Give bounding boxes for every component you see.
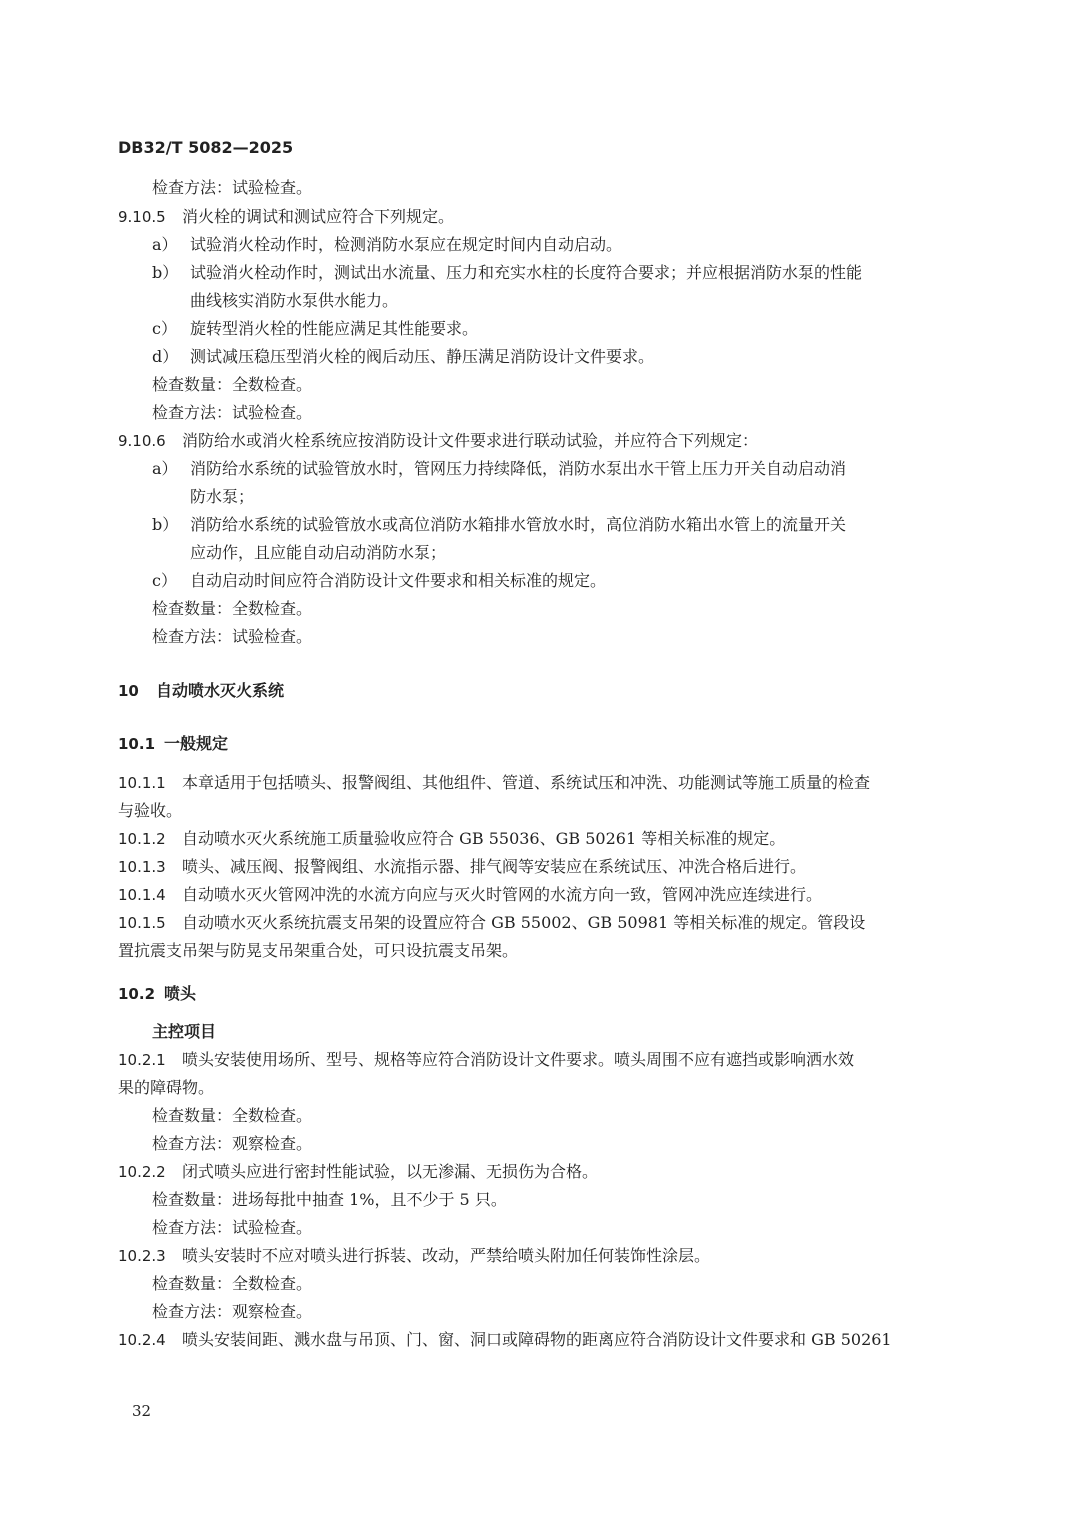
list-item-b: [152, 515, 982, 535]
item-text: 试验消火栓动作时，检测消防水泵应在规定时间内自动启动。: [190, 235, 623, 254]
list-item-continuation: 防水泵；: [190, 487, 255, 506]
clause-number: 10.2.3: [118, 1247, 166, 1265]
list-item-a: [152, 235, 982, 255]
section-title: 喷头: [164, 984, 197, 1003]
clause-text: 喷头安装间距、溅水盘与吊顶、门、窗、洞口或障碍物的距离应符合消防设计文件要求和 GB 50261: [182, 1330, 892, 1349]
list-item-continuation: 应动作，且应能自动启动消防水泵；: [190, 543, 447, 562]
inspection-method-line: 检查方法：试验检查。: [152, 178, 313, 197]
clause-10-2-3: [118, 1246, 948, 1266]
clause-number: 10.1.4: [118, 886, 166, 904]
clause-continuation: 置抗震支吊架与防晃支吊架重合处，可只设抗震支吊架。: [118, 941, 519, 960]
inspection-quantity-line: 检查数量：全数检查。: [152, 375, 313, 394]
clause-text: 消防给水或消火栓系统应按消防设计文件要求进行联动试验，并应符合下列规定：: [182, 431, 759, 450]
clause-text: 消火栓的调试和测试应符合下列规定。: [182, 207, 455, 226]
list-item-b: [152, 263, 982, 283]
clause-text: 自动喷水灭火管网冲洗的水流方向应与灭火时管网的水流方向一致，管网冲洗应连续进行。: [182, 885, 823, 904]
section-title: 一般规定: [164, 734, 229, 753]
item-text: 自动启动时间应符合消防设计文件要求和相关标准的规定。: [190, 571, 607, 590]
clause-10-1-3: [118, 857, 948, 877]
item-marker: c）: [152, 571, 177, 590]
page-number: 32: [132, 1402, 152, 1420]
item-marker: d）: [152, 347, 179, 366]
inspection-quantity-line: 检查数量：进场每批中抽查 1%，且不少于 5 只。: [152, 1190, 507, 1209]
clause-10-2-4: [118, 1330, 948, 1350]
chapter-title: 自动喷水灭火系统: [156, 681, 285, 700]
list-item-c: [152, 571, 982, 591]
clause-number: 10.2.4: [118, 1331, 166, 1349]
standard-code-header: DB32/T 5082—2025: [118, 138, 294, 157]
inspection-quantity-line: 检查数量：全数检查。: [152, 599, 313, 618]
clause-text: 自动喷水灭火系统抗震支吊架的设置应符合 GB 55002、GB 50981 等相关标准的规定。管段设: [182, 913, 866, 932]
clause-10-1-4: [118, 885, 948, 905]
section-number: 10.1: [118, 735, 156, 753]
inspection-quantity-line: 检查数量：全数检查。: [152, 1106, 313, 1125]
clause-text: 闭式喷头应进行密封性能试验，以无渗漏、无损伤为合格。: [182, 1162, 599, 1181]
item-marker: a）: [152, 459, 178, 478]
clause-text: 喷头安装使用场所、型号、规格等应符合消防设计文件要求。喷头周围不应有遮挡或影响洒水效: [182, 1050, 855, 1069]
list-item-continuation: 曲线核实消防水泵供水能力。: [190, 291, 399, 310]
clause-number: 10.2.1: [118, 1051, 166, 1069]
list-item-d: [152, 347, 982, 367]
subheading-main-control-items: 主控项目: [152, 1022, 217, 1041]
item-text: 试验消火栓动作时，测试出水流量、压力和充实水柱的长度符合要求；并应根据消防水泵的性能: [190, 263, 863, 282]
section-heading-10-2: [118, 984, 948, 1004]
inspection-quantity-line: 检查数量：全数检查。: [152, 1274, 313, 1293]
clause-text: 自动喷水灭火系统施工质量验收应符合 GB 55036、GB 50261 等相关标准的规定。: [182, 829, 786, 848]
inspection-method-line: 检查方法：试验检查。: [152, 627, 313, 646]
clause-number: 10.2.2: [118, 1163, 166, 1181]
clause-10-2-1: [118, 1050, 948, 1070]
clause-continuation: 与验收。: [118, 801, 183, 820]
section-heading-10-1: [118, 734, 948, 754]
clause-9-10-6: [118, 431, 948, 451]
clause-text: 本章适用于包括喷头、报警阀组、其他组件、管道、系统试压和冲洗、功能测试等施工质量的检查: [182, 773, 871, 792]
clause-10-2-2: [118, 1162, 948, 1182]
clause-text: 喷头安装时不应对喷头进行拆装、改动，严禁给喷头附加任何装饰性涂层。: [182, 1246, 711, 1265]
clause-10-1-5: [118, 913, 948, 933]
clause-number: 10.1.3: [118, 858, 166, 876]
clause-continuation: 果的障碍物。: [118, 1078, 215, 1097]
clause-10-1-2: [118, 829, 948, 849]
clause-text: 喷头、减压阀、报警阀组、水流指示器、排气阀等安装应在系统试压、冲洗合格后进行。: [182, 857, 807, 876]
item-text: 测试减压稳压型消火栓的阀后动压、静压满足消防设计文件要求。: [190, 347, 655, 366]
list-item-c: [152, 319, 982, 339]
item-marker: b）: [152, 263, 179, 282]
inspection-method-line: 检查方法：试验检查。: [152, 403, 313, 422]
list-item-a: [152, 459, 982, 479]
clause-number: 9.10.5: [118, 208, 166, 226]
item-text: 消防给水系统的试验管放水时，管网压力持续降低，消防水泵出水干管上压力开关自动启动消: [190, 459, 847, 478]
clause-number: 10.1.5: [118, 914, 166, 932]
clause-number: 10.1.1: [118, 774, 166, 792]
item-text: 旋转型消火栓的性能应满足其性能要求。: [190, 319, 479, 338]
inspection-method-line: 检查方法：观察检查。: [152, 1134, 313, 1153]
item-marker: c）: [152, 319, 177, 338]
section-number: 10.2: [118, 985, 156, 1003]
chapter-number: 10: [118, 682, 139, 700]
item-marker: b）: [152, 515, 179, 534]
inspection-method-line: 检查方法：观察检查。: [152, 1302, 313, 1321]
item-text: 消防给水系统的试验管放水或高位消防水箱排水管放水时，高位消防水箱出水管上的流量开关: [190, 515, 847, 534]
clause-number: 9.10.6: [118, 432, 166, 450]
item-marker: a）: [152, 235, 178, 254]
clause-10-1-1: [118, 773, 948, 793]
clause-9-10-5: [118, 207, 948, 227]
clause-number: 10.1.2: [118, 830, 166, 848]
chapter-heading-10: [118, 681, 948, 701]
inspection-method-line: 检查方法：试验检查。: [152, 1218, 313, 1237]
